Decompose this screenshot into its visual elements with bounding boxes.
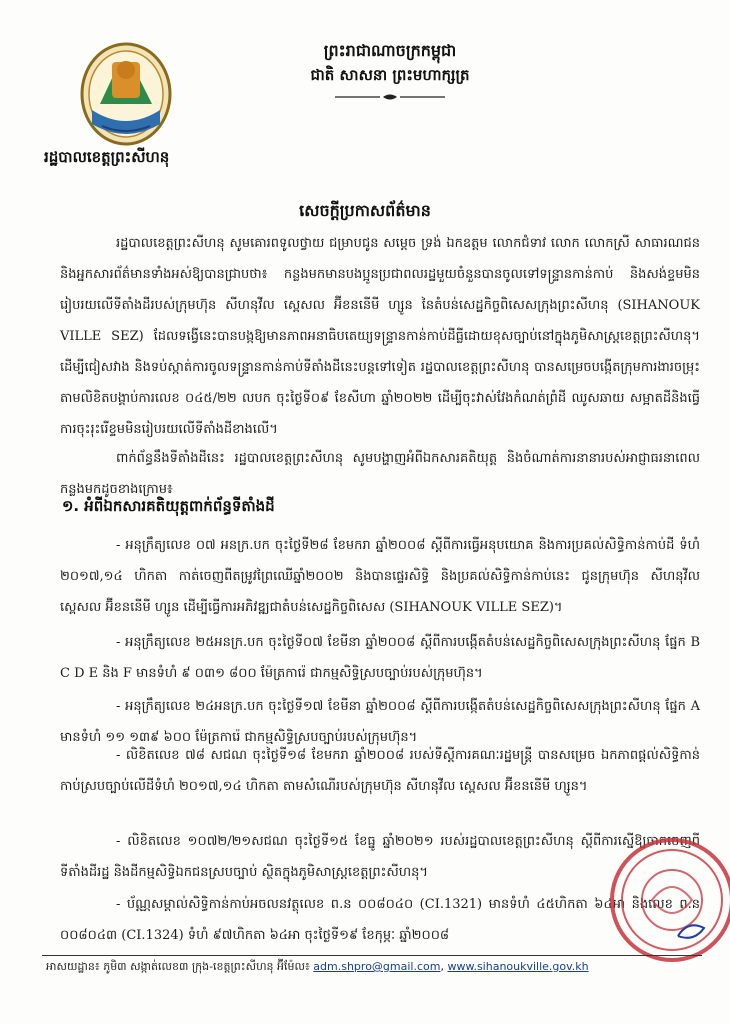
footer-address: អាសយដ្ឋាន៖ ភូមិ៣ សង្កាត់លេខ៣ ក្រុង-ខេត្តព្រះសីហនុ អ៊ីម៉ែល៖ — [46, 960, 310, 973]
legal-item-3: - អនុក្រឹត្យលេខ ២៤អនក្រ.បក ចុះថ្ងៃទី១៧ ខែមីនា ឆ្នាំ២០០៨ ស្តីពីការបង្កើតតំបន់សេដ្ឋកិច្ចពិសេសក្រុងព្រះសីហនុ ផ្នែក A មានទំហំ ១១ ១៣៩ ៦០០ ម៉ែត្រការ៉េ ជាកម្មសិទ្ធិស្របច្បាប់របស់ក្រុមហ៊ុន។ — [60, 699, 700, 745]
legal-item-5: - លិខិតលេខ ១០៧២/២១សជណ ចុះថ្ងៃទី១៥ ខែធ្នូ ឆ្នាំ២០២១ របស់រដ្ឋបាលខេត្តព្រះសីហនុ ស្តីពីការស្នើឱ្យចាកចេញពីទីតាំងដីរដ្ឋ និងដីកម្មសិទ្ធិឯកជនស្របច្បាប់ ស្ថិតក្នុងភូមិសាស្ត្រខេត្តព្រះសីហនុ។ — [60, 834, 700, 880]
footer-separator: , — [440, 960, 444, 973]
website-link[interactable]: www.sihanoukville.gov.kh — [447, 960, 589, 973]
official-seal-stamp — [608, 836, 730, 964]
section-heading-legal-documents: ១. អំពីឯកសារគតិយុត្តពាក់ព័ន្ធទីតាំងដី — [62, 497, 275, 515]
ornamental-divider — [335, 92, 445, 102]
document-title: សេចក្តីប្រកាសព័ត៌មាន — [299, 201, 431, 220]
body-paragraph-1: រដ្ឋបាលខេត្តព្រះសីហនុ សូមគោរពទូលថ្វាយ ជម្រាបជូន សម្តេច ទ្រង់ ឯកឧត្តម លោកជំទាវ លោក លោកស្រី សាធារណជន និងអ្នកសារព័ត៌មានទាំងអស់ឱ្យបានជ្រាបថា៖ កន្លងមកមានបងប្អូនប្រជាពលរដ្ឋមួយចំនួនបានចូលទៅទន្ទ្រានកាន់កាប់ និងសង់ខ្ទមមិនរៀបរយលើទីតាំងដីរបស់ក្រុមហ៊ុន សីហនុវីល ស្ពេសល អ៊ីខននើមី ហ្សូន នៃតំបន់សេដ្ឋកិច្ចពិសេសក្រុងព្រះសីហនុ (SIHANOUK VILLE SEZ) ដែលទង្វើនេះបានបង្កឱ្យមានភាពអនាធិបតេយ្យទន្ទ្រានកាន់កាប់ដីធ្លីដោយខុសច្បាប់នៅក្នុងភូមិសាស្ត្រខេត្តព្រះសីហនុ។ ដើម្បីជៀសវាង និងទប់ស្កាត់ការចូលទន្ទ្រានកាន់កាប់ទីតាំងដីនេះបន្តទៅទៀត រដ្ឋបាលខេត្តព្រះសីហនុ បានសម្រេចបង្កើតក្រុមការងារចម្រុះ តាមលិខិតបង្គាប់ការលេខ ០៤៥/២២ លបក ចុះថ្ងៃទី០៩ ខែសីហា ឆ្នាំ២០២២ ដើម្បីចុះវាស់វែងកំណត់ព្រំដី ឈូសឆាយ សម្អាតដីនិងធ្វើការចុះរុះរើខ្ទមមិនរៀបរយលើទីតាំងដីខាងលើ។ — [60, 236, 700, 437]
national-motto: ជាតិ សាសនា ព្រះមហាក្សត្រ — [310, 66, 470, 84]
footer-contact — [46, 960, 706, 976]
body-paragraph-2: ពាក់ព័ន្ធនឹងទីតាំងដីនេះ រដ្ឋបាលខេត្តព្រះសីហនុ សូមបង្ហាញអំពីឯកសារគតិយុត្ត និងចំណាត់ការនានារបស់អាជ្ញាធរនាពេលកន្លងមកដូចខាងក្រោម៖ — [60, 451, 700, 497]
email-link[interactable]: adm.shpro@gmail.com — [313, 960, 441, 973]
legal-item-2: - អនុក្រឹត្យលេខ ២៥អនក្រ.បក ចុះថ្ងៃទី០៧ ខែមីនា ឆ្នាំ២០០៨ ស្តីពីការបង្កើតតំបន់សេដ្ឋកិច្ចពិសេសក្រុងព្រះសីហនុ ផ្នែក B C D E និង F មានទំហំ ៩ ០៣១ ៨០០ ម៉ែត្រការ៉េ ជាកម្មសិទ្ធិស្របច្បាប់របស់ក្រុមហ៊ុន។ — [60, 635, 700, 681]
provincial-emblem-logo — [78, 40, 174, 148]
legal-item-6: - ប័ណ្ណសម្គាល់សិទ្ធិកាន់កាប់អចលនវត្ថុលេខ ព.ន ០០៨០៤០ (CI.1321) មានទំហំ ៤៥ហិកតា ៦៤អា និងលេខ ព.ន ០០៨០៤៣ (CI.1324) ទំហំ ៩៧ហិកតា ៦៤អា ចុះថ្ងៃទី១៩ ខែកុម្ភៈ ឆ្នាំ២០០៨ — [60, 897, 700, 943]
footer-divider — [42, 955, 702, 956]
legal-item-4: - លិខិតលេខ ៧៨ សជណ ចុះថ្ងៃទី១៨ ខែមករា ឆ្នាំ២០០៨ របស់ទីស្តីការគណៈរដ្ឋមន្ត្រី បានសម្រេច ឯកភាពផ្តល់សិទ្ធិកាន់កាប់ស្របច្បាប់លើដីទំហំ ២០១៧,១៤ ហិកតា តាមសំណើរបស់ក្រុមហ៊ុន សីហនុវីល ស្ពេសល អ៊ីខននើមី ហ្សូន។ — [60, 748, 700, 794]
legal-item-1: - អនុក្រឹត្យលេខ ០៧ អនក្រ.បក ចុះថ្ងៃទី២៨ ខែមករា ឆ្នាំ២០០៨ ស្តីពីការធ្វើអនុបយោគ និងការប្រគល់សិទ្ធិកាន់កាប់ដី ទំហំ ២០១៧,១៤ ហិកតា កាត់ចេញពីតម្រូវព្រៃឈើឆ្នាំ២០០២ និងបានផ្ទេរសិទ្ធិ និងប្រគល់សិទ្ធិកាន់កាប់នេះ ជូនក្រុមហ៊ុន សីហនុវីល ស្ពេសល អ៊ីខននើមី ហ្សូន ដើម្បីធ្វើការអភិវឌ្ឍជាតំបន់សេដ្ឋកិច្ចពិសេស (SIHANOUK VILLE SEZ)។ — [60, 538, 700, 615]
issuing-agency: រដ្ឋបាលខេត្តព្រះសីហនុ — [44, 148, 170, 166]
kingdom-title: ព្រះរាជាណាចក្រកម្ពុជា — [323, 41, 457, 60]
